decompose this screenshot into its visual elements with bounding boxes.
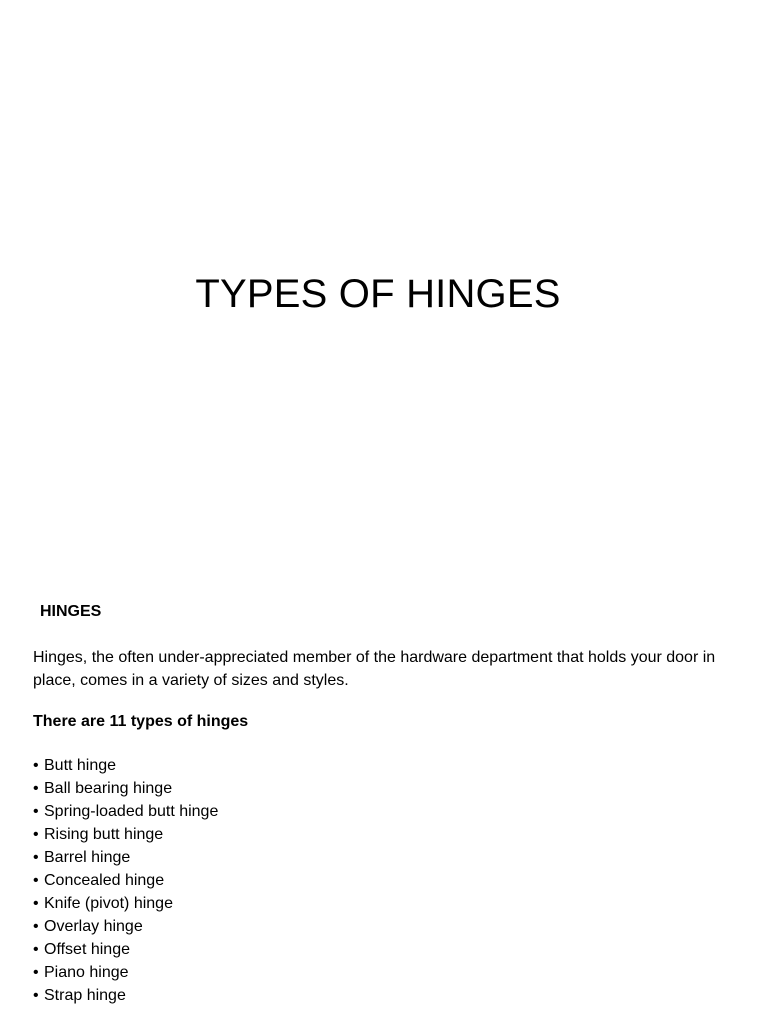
bullet-icon: • xyxy=(33,757,39,774)
bullet-icon: • xyxy=(33,826,39,843)
list-item-label: Piano hinge xyxy=(44,964,129,981)
list-item-label: Strap hinge xyxy=(44,987,126,1004)
list-item-label: Concealed hinge xyxy=(44,872,165,889)
bullet-icon: • xyxy=(33,964,39,981)
list-item-label: Butt hinge xyxy=(44,757,117,774)
list-item xyxy=(33,823,733,846)
bullet-icon: • xyxy=(33,918,39,935)
list-item xyxy=(33,938,733,961)
list-item-label: Rising butt hinge xyxy=(44,826,164,843)
list-item xyxy=(33,800,733,823)
list-item xyxy=(33,892,733,915)
list-item xyxy=(33,777,733,800)
list-item-label: Offset hinge xyxy=(44,941,130,958)
bullet-icon: • xyxy=(33,872,39,889)
bullet-icon: • xyxy=(33,780,39,797)
bullet-icon: • xyxy=(33,987,39,1004)
list-item-label: Barrel hinge xyxy=(44,849,131,866)
list-item-label: Knife (pivot) hinge xyxy=(44,895,173,912)
list-item-label: Spring-loaded butt hinge xyxy=(44,803,219,820)
bullet-icon: • xyxy=(33,803,39,820)
list-item-label: Ball bearing hinge xyxy=(44,780,173,797)
bullet-icon: • xyxy=(33,895,39,912)
list-item xyxy=(33,961,733,984)
section-heading: HINGES xyxy=(40,603,102,620)
hinge-types-list xyxy=(33,754,733,1007)
list-item xyxy=(33,846,733,869)
list-item xyxy=(33,754,733,777)
list-item xyxy=(33,869,733,892)
list-item xyxy=(33,915,733,938)
count-heading: There are 11 types of hinges xyxy=(33,713,249,730)
list-item-label: Overlay hinge xyxy=(44,918,143,935)
bullet-icon: • xyxy=(33,941,39,958)
intro-paragraph: Hinges, the often under-appreciated member of the hardware department that holds your door in place, comes in a variety of sizes and styles. xyxy=(33,649,716,689)
content-section xyxy=(33,600,733,1007)
page-title: TYPES OF HINGES xyxy=(195,272,561,316)
bullet-icon: • xyxy=(33,849,39,866)
list-item xyxy=(33,984,733,1007)
